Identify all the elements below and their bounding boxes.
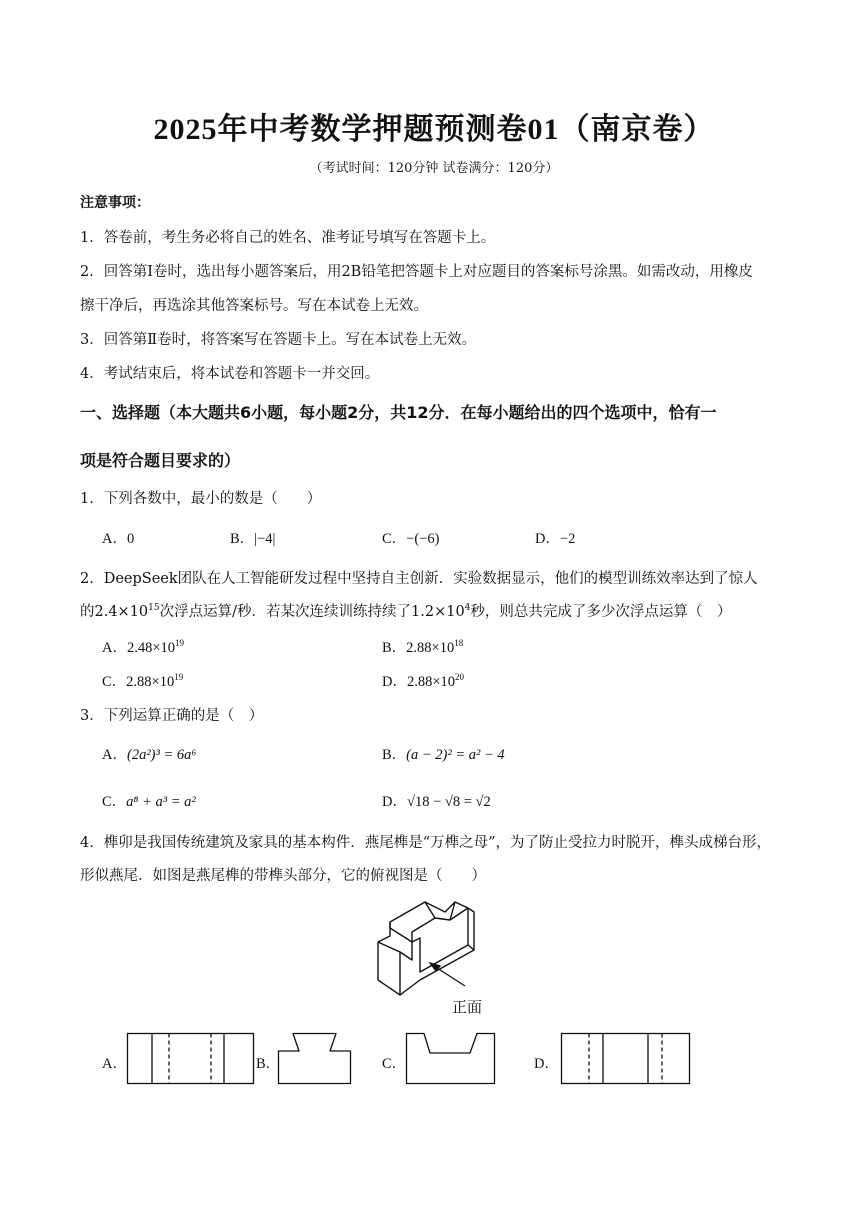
q2-option-b bbox=[382, 636, 463, 657]
q2-text-a: 的2.4×10 bbox=[80, 604, 149, 620]
q1-option-c-expr: −(−6) bbox=[406, 531, 440, 547]
q1-option-b bbox=[230, 527, 275, 548]
question-2-line-1: 2．DeepSeek团队在人工智能研发过程中坚持自主创新．实验数据显示，他们的模型训练效率达到了惊人 bbox=[80, 571, 758, 587]
q3-option-b-expr: (a − 2)² = a² − 4 bbox=[406, 747, 505, 763]
q2-option-a-base: 2.48×10 bbox=[126, 640, 176, 656]
q4-option-a-figure bbox=[127, 1033, 255, 1085]
q1-option-c-label: C． bbox=[382, 531, 407, 547]
question-4-line-2: 形似燕尾．如图是燕尾榫的带榫头部分，它的俯视图是（ ） bbox=[80, 868, 486, 884]
q1-option-c bbox=[382, 527, 439, 548]
q2-text-c: 秒，则总共完成了多少次浮点运算（ ） bbox=[470, 604, 732, 620]
exam-info: （考试时间：120分钟 试卷满分：120分） bbox=[309, 161, 559, 176]
section-heading-cont: 项是符合题目要求的） bbox=[80, 451, 241, 470]
notice-item-3: 3．回答第Ⅱ卷时，将答案写在答题卡上。写在本试卷上无效。 bbox=[80, 332, 477, 348]
q3-option-a bbox=[102, 743, 196, 764]
q2-text-b: 次浮点运算/秒．若某次连续训练持续了1.2×10 bbox=[159, 604, 465, 620]
page-title: 2025年中考数学押题预测卷01（南京卷） bbox=[153, 113, 715, 146]
section-heading: 一、选择题（本大题共6小题，每小题2分，共12分．在每小题给出的四个选项中，恰有一 bbox=[80, 403, 717, 422]
question-1-stem: 1．下列各数中，最小的数是（ ） bbox=[80, 491, 322, 507]
q2-option-a-label: A． bbox=[102, 640, 127, 656]
q2-option-b-exp: 18 bbox=[454, 638, 464, 649]
q4-option-d: D． bbox=[534, 1056, 559, 1072]
q3-option-a-label: A． bbox=[102, 747, 127, 763]
figure-label-front: 正面 bbox=[452, 998, 483, 1016]
q1-option-d: D．−2 bbox=[535, 531, 576, 547]
q2-option-a-exp: 19 bbox=[175, 638, 185, 649]
q2-exp-2: 4 bbox=[464, 603, 471, 614]
q2-option-c bbox=[102, 670, 183, 691]
q4-option-c-figure bbox=[406, 1033, 496, 1085]
dovetail-figure bbox=[370, 890, 500, 1010]
q2-option-c-exp: 19 bbox=[174, 672, 184, 683]
notice-item-4: 4．考试结束后，将本试卷和答题卡一并交回。 bbox=[80, 366, 380, 382]
q3-option-d-label: D． bbox=[382, 794, 407, 810]
q3-option-b bbox=[382, 743, 505, 764]
notice-item-2: 2．回答第Ⅰ卷时，选出每小题答案后，用2B铅笔把答题卡上对应题目的答案标号涂黑。如需改动，用橡皮 bbox=[80, 264, 753, 280]
q2-option-b-label: B． bbox=[382, 640, 407, 656]
q3-option-b-label: B． bbox=[382, 747, 407, 763]
q2-option-b-base: 2.88×10 bbox=[406, 640, 455, 656]
q3-option-a-expr: (2a²)³ = 6a⁶ bbox=[126, 747, 197, 763]
q4-option-b-figure bbox=[278, 1033, 352, 1085]
q3-option-c bbox=[102, 790, 196, 811]
q2-option-d-base: 2.88×10 bbox=[406, 674, 456, 690]
question-4-line-1: 4．榫卯是我国传统建筑及家具的基本构件．燕尾榫是“万榫之母”，为了防止受拉力时脱开，榫头成梯台形， bbox=[80, 835, 772, 851]
q2-option-d-exp: 20 bbox=[455, 672, 465, 683]
q4-option-c: C． bbox=[382, 1056, 407, 1072]
q2-option-c-label: C． bbox=[102, 674, 127, 690]
q1-option-b-label: B． bbox=[230, 531, 255, 547]
q2-option-a bbox=[102, 636, 184, 657]
q2-option-d-label: D． bbox=[382, 674, 407, 690]
notice-item-1: 1．答卷前，考生务必将自己的姓名、准考证号填写在答题卡上。 bbox=[80, 230, 496, 246]
q3-option-d bbox=[382, 790, 491, 811]
question-2-line-2 bbox=[80, 600, 731, 621]
q4-option-d-figure bbox=[561, 1033, 691, 1085]
q3-option-c-label: C． bbox=[102, 794, 127, 810]
notice-item-2-cont: 擦干净后，再选涂其他答案标号。写在本试卷上无效。 bbox=[80, 298, 428, 314]
q2-option-d bbox=[382, 670, 464, 691]
q2-exp-1: 15 bbox=[148, 603, 160, 614]
question-3-stem: 3．下列运算正确的是（ ） bbox=[80, 708, 264, 724]
notice-heading: 注意事项： bbox=[80, 195, 150, 211]
q4-option-a: A． bbox=[102, 1056, 127, 1072]
q2-option-c-base: 2.88×10 bbox=[126, 674, 175, 690]
q1-option-a: A．0 bbox=[102, 531, 135, 547]
q3-option-c-expr: a⁸ + a³ = a² bbox=[126, 794, 196, 810]
q1-option-b-expr: |−4| bbox=[254, 531, 276, 547]
q3-option-d-expr: √18 − √8 = √2 bbox=[406, 794, 491, 810]
q4-option-b: B． bbox=[256, 1056, 281, 1072]
